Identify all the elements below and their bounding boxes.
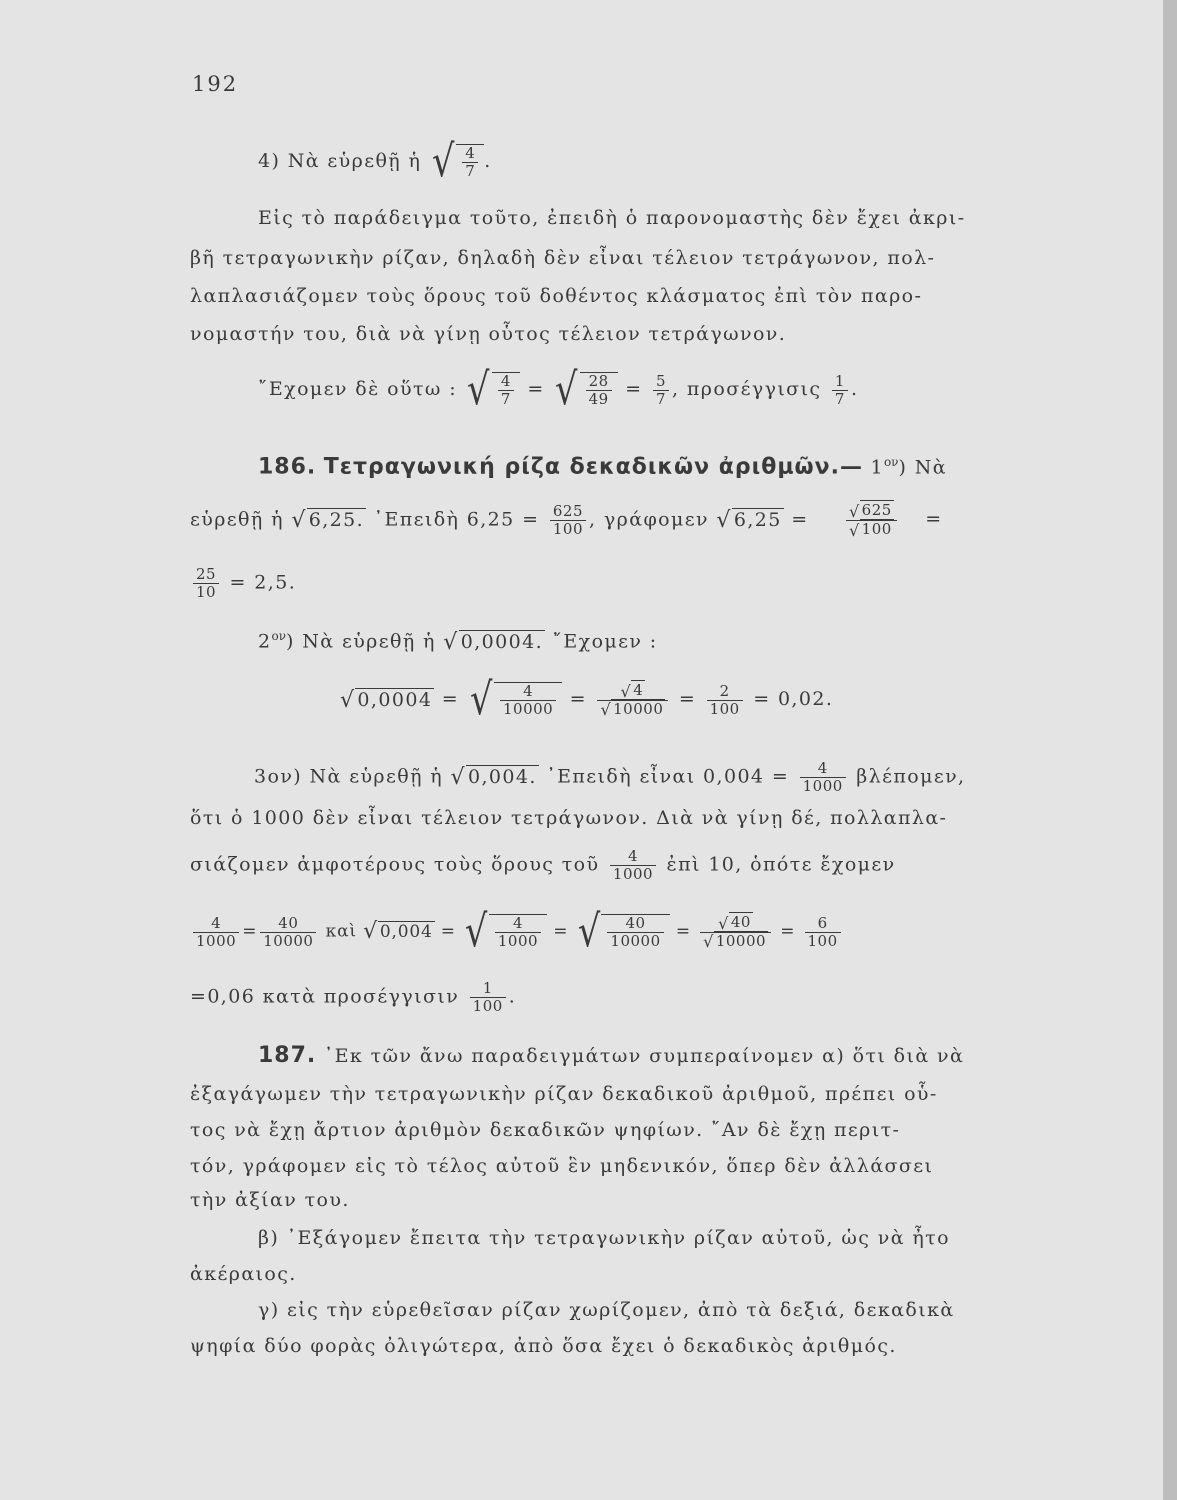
fraction xyxy=(550,503,586,538)
radicand: 625 xyxy=(861,501,892,520)
fraction xyxy=(805,915,841,950)
frac-num: 40 xyxy=(607,915,663,933)
fraction xyxy=(260,915,316,950)
punct: , xyxy=(672,378,680,400)
example-4-line xyxy=(258,136,492,187)
text: =0,06 κατὰ προσέγγισιν xyxy=(190,985,460,1008)
frac-den: 100 xyxy=(552,519,584,538)
fraction-of-roots xyxy=(846,502,897,539)
result-text: = 2,5. xyxy=(229,571,297,594)
text: καὶ xyxy=(325,921,357,942)
paragraph-line: νομαστήν του, διὰ νὰ γίνῃ οὗτος τέλειον τετράγωνον. xyxy=(190,323,787,345)
section-number: 187. xyxy=(258,1043,317,1068)
frac-num: 25 xyxy=(193,566,219,584)
fraction-of-roots: $\frac{√ 40}{√ 10000}$ xyxy=(700,914,771,951)
equation-line-3 xyxy=(190,906,844,957)
paragraph-line: ἐξαγάγωμεν τὴν τετραγωνικὴν ρίζαν δεκαδικοῦ ἀριθμοῦ, πρέπει οὗ- xyxy=(190,1083,938,1105)
radicand: 6,25 xyxy=(733,508,782,531)
radicand: 0,0004. xyxy=(460,630,544,653)
sqrt-inline: √ 0,004 xyxy=(363,919,433,945)
radicand: 0,0004 xyxy=(357,688,433,711)
fraction xyxy=(653,373,669,408)
frac-num: 625 xyxy=(550,503,586,521)
radicand: 10000 xyxy=(715,931,767,950)
equals-sign: = xyxy=(791,508,809,531)
frac-num: 4 xyxy=(610,848,656,866)
frac-den: 7 xyxy=(655,389,666,408)
item-lead: ) Νὰ xyxy=(898,456,947,479)
section-187-line xyxy=(258,1044,964,1068)
paragraph-line: Εἰς τὸ παράδειγμα τοῦτο, ἐπειδὴ ὁ παρονομαστὴς δὲν ἔχει ἀκρι- xyxy=(258,207,966,229)
item-number: 1 xyxy=(870,456,884,479)
equation-line-1 xyxy=(258,364,859,415)
frac-den: 100 xyxy=(709,699,740,718)
ordinal-suffix: ον xyxy=(883,455,899,469)
equals-sign: = xyxy=(242,921,258,942)
text: 3ον) Νὰ εὑρεθῇ ἡ xyxy=(254,765,444,788)
frac-den: 7 xyxy=(500,390,511,408)
ordinal-suffix: ον xyxy=(271,629,287,643)
frac-num: 5 xyxy=(653,373,669,391)
radicand: 40 xyxy=(730,913,751,931)
text: ἐπὶ 10, ὁπότε ἔχομεν xyxy=(666,853,896,876)
paragraph-line: τος νὰ ἔχῃ ἄρτιον ἀριθμὸν δεκαδικῶν ψηφίων. ῎Αν δὲ ἔχῃ περιτ- xyxy=(190,1119,901,1141)
sqrt-fraction: √ $\frac{40}{10000}$ xyxy=(575,910,670,954)
example-2-line xyxy=(258,624,658,655)
sqrt-4-7: √ $\frac{4}{7}$ xyxy=(429,140,484,184)
equation-line-2 xyxy=(340,674,834,725)
fraction xyxy=(193,915,239,950)
sqrt-fraction: √ $\frac{28}{49}$ xyxy=(552,368,618,412)
equation-lead: ῎Εχομεν δὲ οὕτω : xyxy=(258,378,458,400)
result-line xyxy=(190,980,516,1015)
frac-num: 1 xyxy=(470,980,506,998)
frac-num: 1 xyxy=(832,373,848,391)
fraction xyxy=(707,683,743,718)
text: ) Νὰ εὑρεθῇ ἡ xyxy=(286,630,436,653)
frac-num: 28 xyxy=(586,373,612,391)
radicand: 10000 xyxy=(613,699,664,718)
radicand: 0,004 xyxy=(379,921,433,942)
text: ᾿Επειδὴ εἶναι 0,004 = xyxy=(546,765,790,788)
punct: . xyxy=(484,150,492,172)
frac-num: 4 xyxy=(495,915,541,933)
approx-word: προσέγγισις xyxy=(686,378,822,400)
punct: . xyxy=(508,985,517,1008)
paragraph-line: ὅτι ὁ 1000 δὲν εἶναι τέλειον τετράγωνον. Διὰ νὰ γίνῃ δέ, πολλαπλα- xyxy=(190,807,948,829)
sqrt-inline: √ 100 xyxy=(848,520,892,540)
example-4-lead: 4) Νὰ εὑρεθῇ ἡ xyxy=(258,150,422,172)
radicand: 4 xyxy=(633,681,644,699)
frac-num: 2 xyxy=(707,683,743,701)
text: ᾿Επειδὴ 6,25 = xyxy=(373,508,540,531)
frac-den: 1000 xyxy=(612,865,654,883)
frac-num: 4 xyxy=(500,683,556,701)
paragraph-line: β) ᾿Εξάγομεν ἔπειτα τὴν τετραγωνικὴν ρίζαν αὐτοῦ, ὡς νὰ ἦτο xyxy=(258,1227,950,1249)
radicand: 0,004. xyxy=(467,766,537,788)
frac-num: 4 xyxy=(498,373,514,391)
frac-den: 10000 xyxy=(263,931,314,950)
frac-num: 40 xyxy=(260,915,316,933)
sqrt-fraction: √ $\frac{4}{10000}$ xyxy=(467,678,563,722)
frac-den: 10000 xyxy=(502,700,554,718)
frac-num: 4 xyxy=(462,145,478,163)
frac-den: 10000 xyxy=(610,932,661,950)
frac-den: 7 xyxy=(465,162,476,180)
frac-den: 1000 xyxy=(196,931,237,950)
equals-sign: = xyxy=(527,378,545,400)
equals-sign: = xyxy=(780,921,796,942)
fraction xyxy=(470,980,506,1015)
equals-sign: = xyxy=(925,508,943,531)
sqrt-fraction: √ $\frac{4}{1000}$ xyxy=(462,910,547,954)
fraction xyxy=(193,566,219,601)
example-3-line xyxy=(254,760,965,795)
frac-den: 100 xyxy=(807,931,838,950)
frac-den: 100 xyxy=(472,997,503,1015)
text: ῎Εχομεν : xyxy=(552,630,658,653)
text: βλέπομεν, xyxy=(856,765,966,788)
paragraph-line: τόν, γράφομεν εἰς τὸ τέλος αὐτοῦ ἓν μηδενικόν, ὅπερ δὲν ἀλλάσσει xyxy=(190,1155,934,1177)
fraction-of-roots: $\frac{√ 4}{√ 10000}$ xyxy=(597,682,668,719)
frac-den: 1000 xyxy=(802,777,843,795)
frac-den: 49 xyxy=(588,390,609,408)
text: ᾿Εκ τῶν ἄνω παραδειγμάτων συμπεραίνομεν α) ὅτι διὰ νὰ xyxy=(323,1045,965,1067)
equals-sign: = xyxy=(440,921,456,942)
text: σιάζομεν ἀμφοτέρους τοὺς ὅρους τοῦ xyxy=(190,853,600,876)
radicand: 100 xyxy=(861,520,892,538)
frac-den: 10 xyxy=(196,583,217,601)
sqrt-inline: √ 6,25 xyxy=(716,507,782,533)
paragraph-line: βῆ τετραγωνικὴν ρίζαν, δηλαδὴ δὲν εἶναι τέλειον τετράγωνον, πολ- xyxy=(190,247,936,269)
section-number: 186. xyxy=(258,454,317,480)
fraction xyxy=(832,373,848,408)
paragraph-line: ψηφία δύο φορὰς ὀλιγώτερα, ἀπὸ ὅσα ἔχει ὁ δεκαδικὸς ἀριθμός. xyxy=(190,1335,897,1357)
equals-sign: = xyxy=(625,378,643,400)
result-text: = 0,02. xyxy=(753,688,834,710)
frac-num: 4 xyxy=(800,760,846,778)
paragraph-line: γ) εἰς τὴν εὑρεθεῖσαν ρίζαν χωρίζομεν, ἀπὸ τὰ δεξιά, δεκαδικὰ xyxy=(258,1299,955,1321)
sqrt-fraction: √ $\frac{4}{7}$ xyxy=(464,368,519,412)
sqrt-inline: √ 0,0004. xyxy=(443,629,544,655)
paragraph-line: ἀκέραιος. xyxy=(190,1263,297,1285)
radicand: 6,25. xyxy=(308,508,365,531)
paragraph-line xyxy=(190,848,896,883)
section-title: Τετραγωνική ρίζα δεκαδικῶν ἀριθμῶν.— xyxy=(323,454,863,480)
paragraph-line: λαπλασιάζομεν τοὺς ὅρους τοῦ δοθέντος κλάσματος ἐπὶ τὸν παρο- xyxy=(190,285,923,307)
punct: . xyxy=(850,378,859,400)
equals-sign: = xyxy=(569,688,587,710)
fraction xyxy=(610,848,656,883)
equals-sign: = xyxy=(553,921,569,942)
frac-num: 6 xyxy=(805,915,841,933)
paragraph-line: τὴν ἀξίαν του. xyxy=(190,1189,350,1211)
sqrt-inline: √ 6,25. xyxy=(291,507,365,533)
result-line xyxy=(190,566,296,601)
equals-sign: = xyxy=(678,688,697,710)
text: , γράφομεν xyxy=(589,508,709,531)
frac-den: 7 xyxy=(834,389,845,408)
frac-num: 4 xyxy=(193,915,239,933)
fraction xyxy=(800,760,846,795)
frac-den: 1000 xyxy=(497,932,539,950)
sqrt-inline: √ 0,0004 xyxy=(340,687,433,713)
sqrt-inline: √ 0,004. xyxy=(450,765,537,790)
example-1-line xyxy=(190,502,943,539)
text: εὑρεθῇ ἡ xyxy=(190,508,284,531)
equals-sign: = xyxy=(441,688,460,710)
equals-sign: = xyxy=(675,921,691,942)
item-number: 2 xyxy=(258,630,272,653)
page-number: 192 xyxy=(192,72,239,96)
sqrt-inline: √ 625 xyxy=(848,501,892,521)
section-186-heading xyxy=(258,450,947,479)
page-edge xyxy=(1163,0,1177,1500)
